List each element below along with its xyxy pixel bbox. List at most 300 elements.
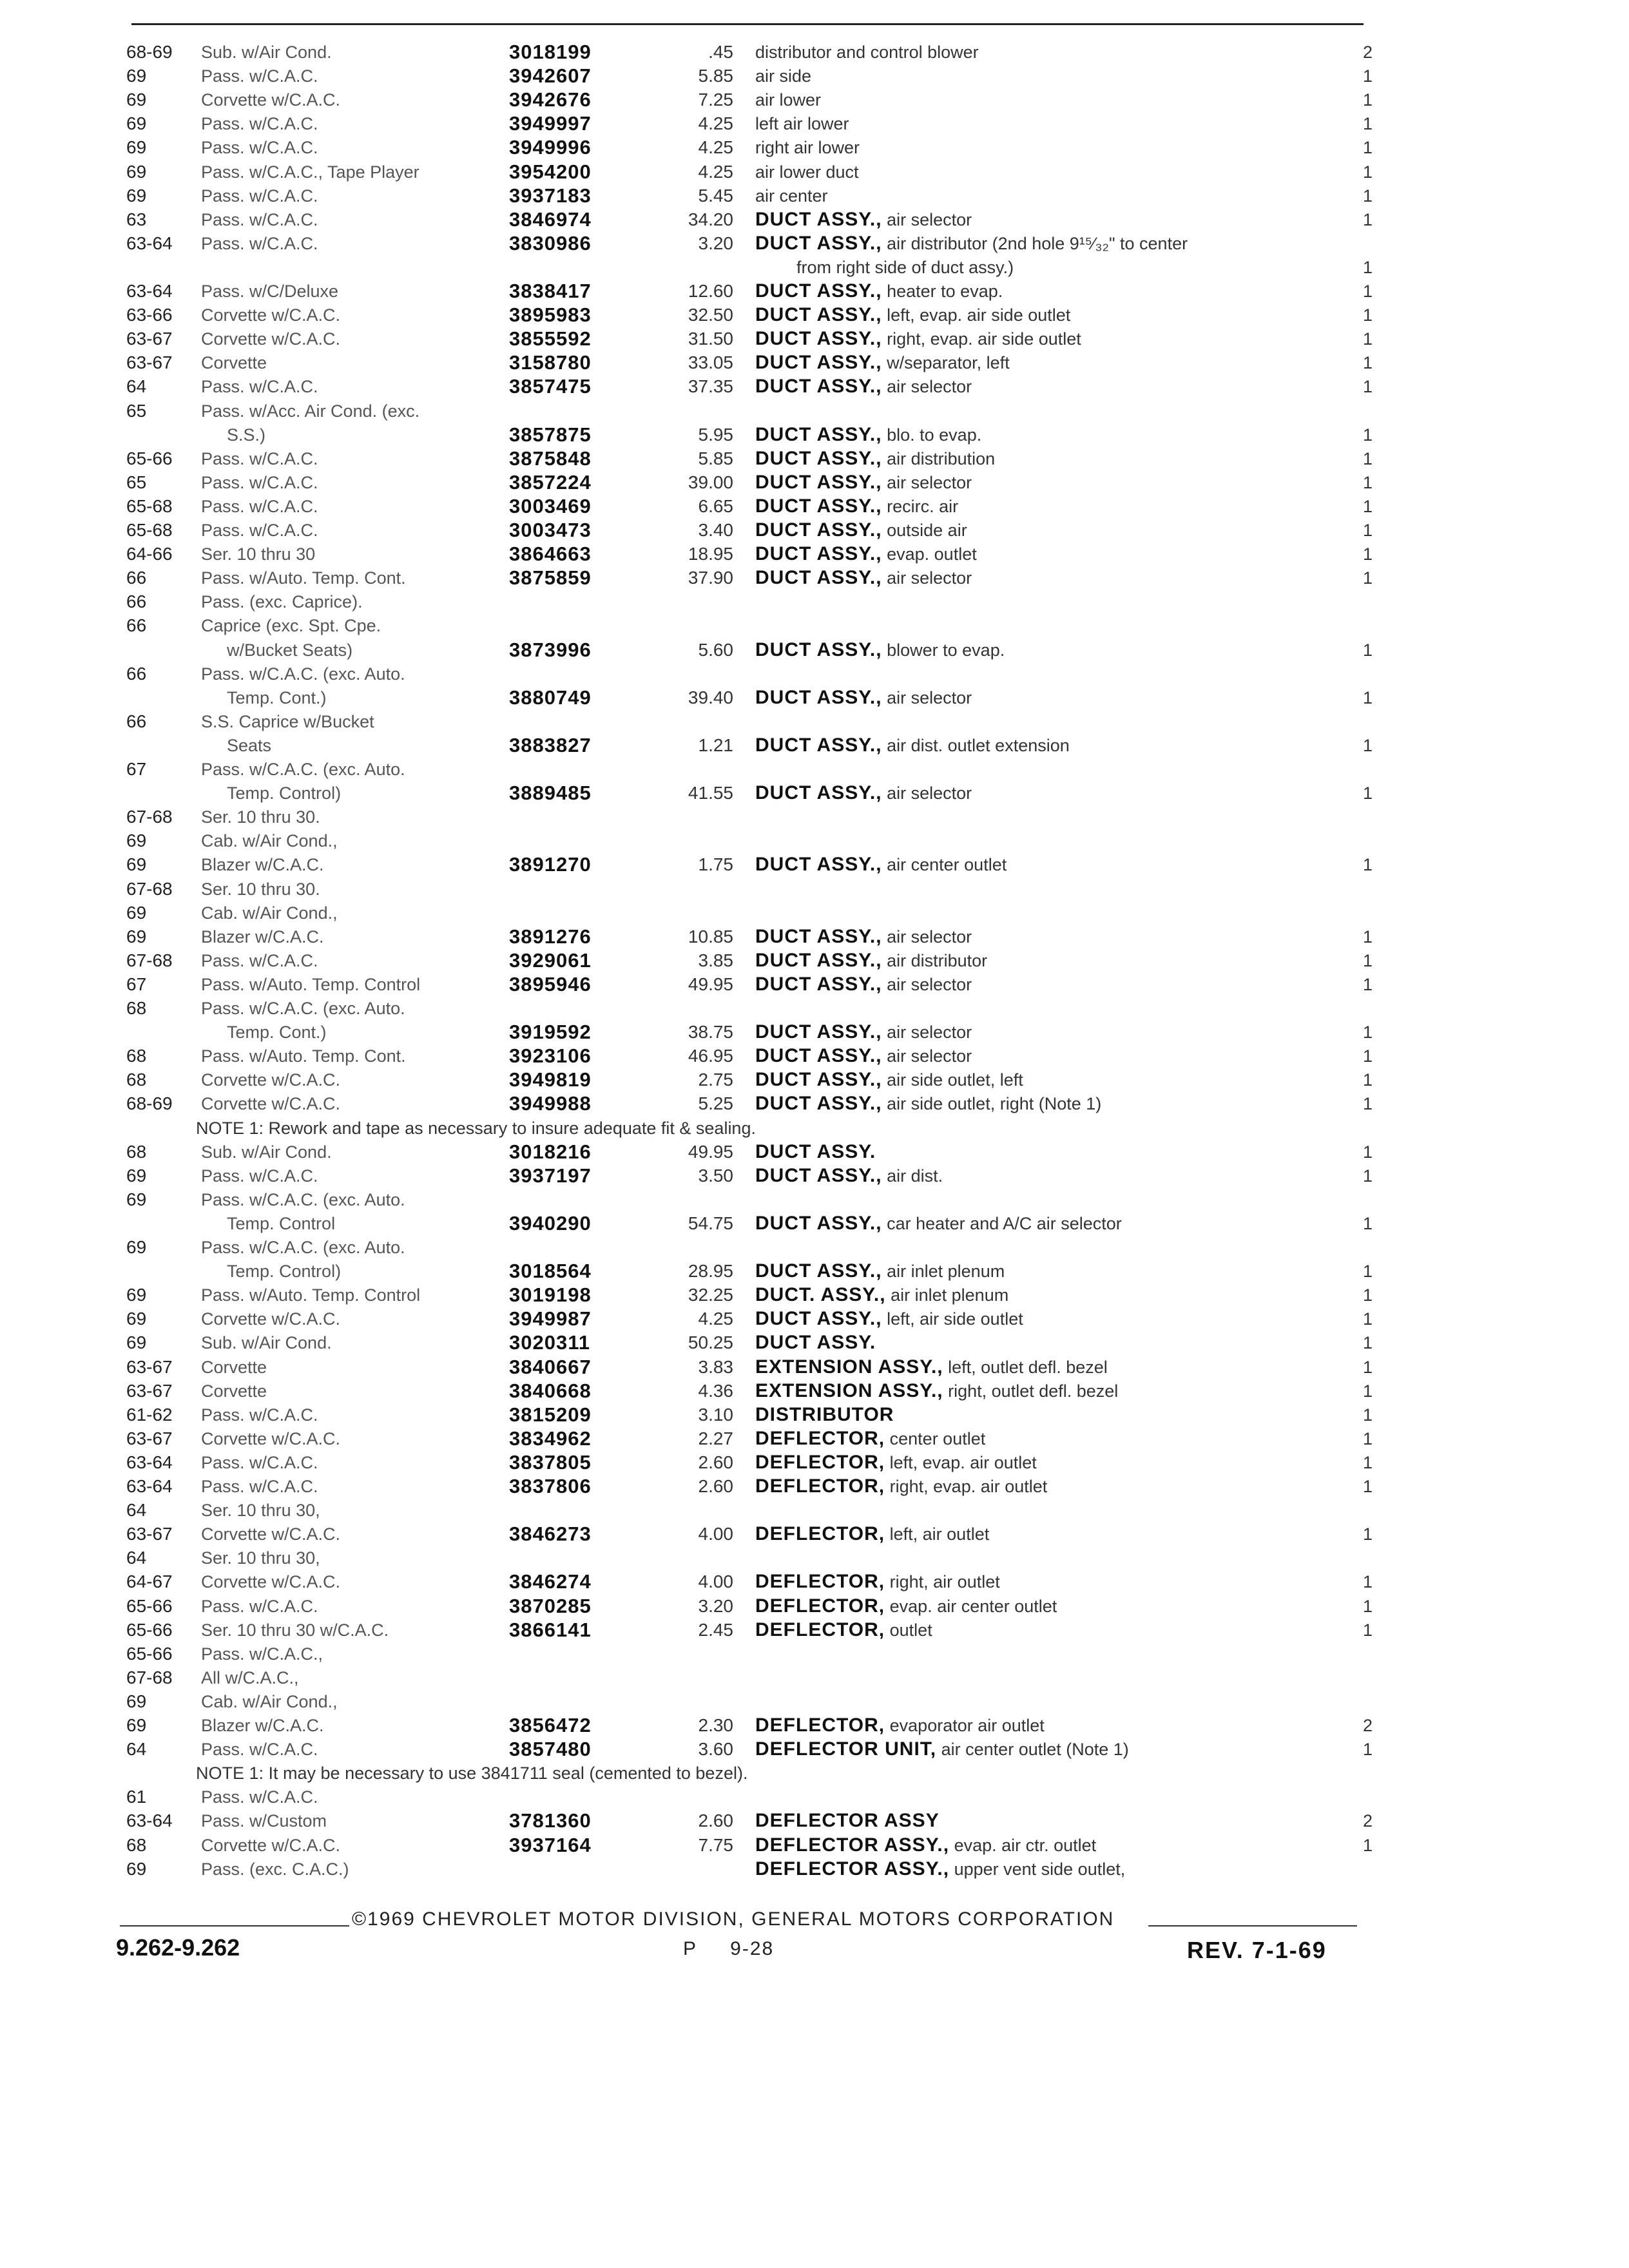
model-application: Pass. w/C.A.C. [201, 1166, 318, 1186]
footer-copyright: ©1969 CHEVROLET MOTOR DIVISION, GENERAL MOTORS CORPORATION [352, 1908, 1115, 1930]
parts-row [0, 470, 1629, 495]
part-description [755, 518, 967, 543]
model-application: Blazer w/C.A.C. [201, 855, 324, 875]
parts-row [0, 566, 1629, 590]
part-description [755, 1259, 1005, 1283]
part-detail: right, evap. air side outlet [887, 329, 1081, 349]
parts-row [0, 613, 1629, 638]
parts-row [0, 1498, 1629, 1523]
model-application: Ser. 10 thru 30. [201, 807, 320, 827]
quantity: 1 [1362, 496, 1373, 516]
quantity: 1 [1362, 1046, 1373, 1066]
part-name: DUCT ASSY., [755, 639, 882, 660]
note-row [0, 1116, 1629, 1140]
quantity: 2 [1362, 1811, 1373, 1831]
part-detail: air selector [887, 783, 972, 803]
part-number: 3940290 [509, 1211, 592, 1235]
model-year: 65-68 [126, 495, 173, 516]
part-detail: air inlet plenum [891, 1285, 1009, 1305]
part-name: DUCT ASSY., [755, 304, 882, 326]
part-detail: air selector [887, 927, 972, 947]
part-number: 3834962 [509, 1427, 592, 1450]
quantity: 1 [1362, 90, 1373, 110]
parts-row [0, 40, 1629, 64]
list-price: .45 [708, 42, 733, 62]
list-price: 54.75 [688, 1213, 733, 1233]
part-number: 3889485 [509, 782, 592, 805]
parts-row [0, 207, 1629, 232]
model-application: Temp. Control [227, 1213, 336, 1233]
quantity: 1 [1362, 138, 1373, 158]
parts-row [0, 948, 1629, 973]
model-year: 67-68 [126, 878, 173, 899]
part-description [755, 1522, 989, 1546]
part-name: DUCT ASSY., [755, 519, 882, 541]
parts-row [0, 709, 1629, 734]
part-detail: air selector [887, 974, 972, 994]
quantity: 1 [1362, 950, 1373, 970]
parts-row [0, 1355, 1629, 1379]
quantity: 2 [1362, 43, 1373, 62]
parts-row [0, 1666, 1629, 1690]
part-name: DUCT. ASSY., [755, 1284, 886, 1306]
model-application: Ser. 10 thru 30, [201, 1501, 320, 1521]
model-year: 69 [126, 831, 147, 851]
model-year: 63-64 [126, 1476, 173, 1496]
part-number: 3937197 [509, 1164, 592, 1187]
model-year: 65-68 [126, 520, 173, 540]
parts-row [0, 1427, 1629, 1451]
part-number: 3003469 [509, 494, 592, 517]
parts-row [0, 1307, 1629, 1331]
part-number: 3018564 [509, 1260, 592, 1283]
part-name: EXTENSION ASSY., [755, 1379, 943, 1401]
footer-section: P 9-28 [683, 1938, 775, 1959]
part-description [755, 1474, 1047, 1499]
part-description [755, 852, 1007, 877]
part-name: DUCT ASSY., [755, 1164, 882, 1186]
list-price: 1.21 [698, 735, 733, 755]
part-description [755, 948, 987, 973]
part-detail: left, air outlet [889, 1524, 990, 1544]
list-price: 4.25 [698, 113, 733, 134]
model-application: Pass. w/C.A.C. (exc. Auto. [201, 664, 405, 684]
list-price: 6.65 [698, 495, 733, 516]
part-name: DUCT ASSY., [755, 1021, 882, 1043]
part-number: 3020311 [509, 1331, 590, 1354]
model-application: Cab. w/Air Cond., [201, 831, 338, 851]
model-year: 66 [126, 591, 147, 612]
model-application: w/Bucket Seats) [227, 640, 353, 660]
part-detail: distributor and control blower [755, 43, 979, 62]
note-text: NOTE 1: It may be necessary to use 3841711 seal (cemented to bezel). [196, 1763, 748, 1783]
model-year: 68 [126, 1834, 147, 1855]
parts-row [0, 1403, 1629, 1427]
part-number: 3866141 [509, 1618, 592, 1641]
parts-row [0, 996, 1629, 1021]
part-name: DUCT ASSY., [755, 973, 882, 995]
part-name: DUCT ASSY., [755, 686, 882, 708]
quantity: 1 [1362, 1740, 1373, 1760]
note-text: NOTE 1: Rework and tape as necessary to insure adequate fit & sealing. [196, 1118, 756, 1138]
model-application: Pass. w/Acc. Air Cond. (exc. [201, 401, 420, 421]
part-name: DUCT ASSY., [755, 328, 882, 350]
parts-row [0, 1331, 1629, 1355]
part-detail: from right side of duct assy.) [796, 257, 1014, 277]
part-detail: blower to evap. [887, 640, 1005, 660]
model-application: Temp. Control) [227, 1262, 342, 1282]
list-price: 3.50 [698, 1165, 733, 1186]
part-number: 3003473 [509, 519, 592, 541]
parts-row [0, 447, 1629, 471]
list-price: 3.60 [698, 1739, 733, 1760]
model-year: 69 [126, 137, 147, 158]
list-price: 2.30 [698, 1715, 733, 1735]
model-year: 66 [126, 568, 147, 588]
part-name: DUCT ASSY., [755, 280, 882, 302]
parts-row [0, 1379, 1629, 1403]
parts-row [0, 64, 1629, 88]
model-application: Pass. w/C/Deluxe [201, 282, 339, 301]
list-price: 5.45 [698, 185, 733, 206]
part-number: 3864663 [509, 543, 592, 566]
part-detail: air dist. outlet extension [887, 735, 1070, 755]
parts-row [0, 1570, 1629, 1594]
model-year: 69 [126, 1858, 147, 1879]
part-detail: right, outlet defl. bezel [948, 1381, 1119, 1401]
part-number: 3949988 [509, 1092, 592, 1115]
list-price: 2.75 [698, 1070, 733, 1090]
quantity: 1 [1362, 735, 1373, 755]
model-year: 67 [126, 759, 147, 779]
parts-row [0, 1809, 1629, 1833]
parts-row [0, 231, 1629, 256]
part-name: DUCT ASSY., [755, 471, 882, 493]
model-application: Pass. w/C.A.C. [201, 66, 318, 86]
model-year: 65-66 [126, 1643, 173, 1664]
part-detail: blo. to evap. [887, 425, 982, 445]
list-price: 39.00 [688, 472, 733, 492]
list-price: 5.25 [698, 1093, 733, 1114]
quantity: 1 [1362, 1309, 1373, 1329]
part-name: DUCT ASSY., [755, 854, 882, 876]
model-year: 66 [126, 615, 147, 636]
parts-row [0, 1044, 1629, 1068]
quantity: 1 [1362, 1381, 1373, 1401]
quantity: 1 [1362, 1166, 1373, 1186]
part-description [755, 40, 979, 64]
part-number: 3919592 [509, 1021, 592, 1044]
model-application: Sub. w/Air Cond. [201, 43, 332, 62]
part-description [755, 351, 1010, 375]
model-year: 69 [126, 1691, 147, 1711]
parts-row [0, 518, 1629, 543]
model-year: 69 [126, 902, 147, 923]
model-year: 63-67 [126, 1428, 173, 1448]
parts-row [0, 1642, 1629, 1666]
model-year: 63-64 [126, 281, 173, 301]
parts-row [0, 1857, 1629, 1881]
part-name: DUCT ASSY., [755, 925, 882, 947]
quantity: 1 [1362, 329, 1373, 349]
part-number: 3855592 [509, 327, 592, 351]
part-name: DUCT ASSY., [755, 1212, 882, 1234]
model-year: 61 [126, 1787, 147, 1807]
part-number: 3815209 [509, 1403, 592, 1426]
parts-row [0, 1164, 1629, 1188]
model-application: Pass. w/C.A.C. [201, 1596, 318, 1616]
model-application: Pass. w/C.A.C. [201, 1477, 318, 1496]
part-name: DUCT ASSY., [755, 447, 882, 469]
parts-row [0, 1283, 1629, 1307]
parts-row [0, 1833, 1629, 1858]
list-price: 3.10 [698, 1404, 733, 1425]
quantity: 1 [1362, 1213, 1373, 1233]
model-year: 69 [126, 1237, 147, 1257]
model-application: Pass. w/Auto. Temp. Control [201, 974, 421, 994]
part-detail: air selector [887, 1046, 972, 1066]
part-description [755, 1068, 1023, 1092]
part-description [755, 781, 972, 805]
quantity: 1 [1362, 1452, 1373, 1472]
quantity: 1 [1362, 1620, 1373, 1640]
model-year: 69 [126, 161, 147, 182]
part-name: DUCT ASSY., [755, 782, 882, 804]
quantity: 1 [1362, 1285, 1373, 1305]
parts-row [0, 374, 1629, 399]
part-name: DEFLECTOR, [755, 1619, 885, 1640]
part-description [755, 1857, 1125, 1881]
model-application: Pass. w/C.A.C. [201, 448, 318, 468]
part-description [755, 423, 981, 447]
part-detail: air selector [887, 687, 972, 707]
model-application: Temp. Control) [227, 783, 342, 803]
list-price: 3.20 [698, 1595, 733, 1616]
part-detail: air selector [887, 209, 972, 229]
part-name: DEFLECTOR, [755, 1595, 885, 1617]
parts-row [0, 160, 1629, 184]
part-detail: air selector [887, 377, 972, 397]
quantity: 1 [1362, 855, 1373, 875]
quantity: 1 [1362, 1428, 1373, 1448]
part-description [755, 1570, 1000, 1594]
model-application: Corvette w/C.A.C. [201, 1070, 341, 1090]
model-application: Pass. w/C.A.C. [201, 1787, 318, 1807]
part-name: DUCT ASSY., [755, 1093, 882, 1115]
model-application: Sub. w/Air Cond. [201, 1333, 332, 1353]
model-year: 65 [126, 400, 147, 421]
model-application: Pass. w/C.A.C. [201, 950, 318, 970]
model-year: 63-67 [126, 329, 173, 349]
model-application: Caprice (exc. Spt. Cpe. [201, 616, 381, 636]
model-application: Pass. w/Auto. Temp. Cont. [201, 568, 406, 588]
quantity: 1 [1362, 1070, 1373, 1090]
list-price: 2.45 [698, 1619, 733, 1640]
parts-row [0, 1689, 1629, 1714]
quantity: 1 [1362, 783, 1373, 803]
part-name: DUCT ASSY., [755, 495, 882, 517]
parts-row [0, 733, 1629, 758]
model-year: 63-67 [126, 1380, 173, 1401]
part-detail: left, outlet defl. bezel [948, 1357, 1108, 1377]
list-price: 12.60 [688, 281, 733, 301]
parts-row [0, 135, 1629, 160]
part-detail: air distributor (2nd hole 9¹⁵⁄₃₂" to center [887, 233, 1188, 253]
part-number: 3873996 [509, 638, 592, 661]
model-year: 63-64 [126, 1811, 173, 1831]
part-description [755, 1833, 1096, 1858]
model-year: 68 [126, 1070, 147, 1090]
list-price: 2.60 [698, 1476, 733, 1496]
part-detail: air side [755, 66, 812, 86]
part-detail: evap. air center outlet [889, 1596, 1057, 1616]
model-application: Seats [227, 735, 272, 755]
part-description [755, 1091, 1101, 1116]
model-year: 64 [126, 1548, 147, 1568]
list-price: 38.75 [688, 1022, 733, 1043]
quantity: 1 [1362, 448, 1373, 468]
parts-row [0, 184, 1629, 208]
part-detail: right, evap. air outlet [889, 1477, 1048, 1496]
part-number: 3937183 [509, 184, 592, 207]
parts-row [0, 901, 1629, 925]
part-description [755, 566, 972, 590]
part-detail: evaporator air outlet [889, 1716, 1045, 1735]
quantity: 1 [1362, 1262, 1373, 1282]
model-application: Pass. w/C.A.C. [201, 186, 318, 206]
part-number: 3923106 [509, 1044, 592, 1068]
part-number: 3883827 [509, 733, 592, 756]
model-application: Pass. w/C.A.C. [201, 1452, 318, 1472]
part-name: DEFLECTOR, [755, 1451, 885, 1473]
parts-row [0, 1068, 1629, 1092]
model-application: Corvette [201, 1357, 267, 1377]
part-description [755, 733, 1070, 758]
part-detail: air center [755, 186, 828, 206]
quantity: 1 [1362, 1835, 1373, 1855]
part-number: 3891276 [509, 925, 592, 948]
list-price: 2.60 [698, 1811, 733, 1831]
part-name: DEFLECTOR, [755, 1475, 885, 1497]
part-detail: air side outlet, right (Note 1) [887, 1094, 1102, 1114]
list-price: 5.95 [698, 424, 733, 445]
list-price: 4.25 [698, 137, 733, 158]
parts-row [0, 1522, 1629, 1546]
model-year: 68 [126, 998, 147, 1018]
part-name: DEFLECTOR ASSY., [755, 1858, 950, 1879]
parts-row [0, 88, 1629, 112]
model-year: 64 [126, 376, 147, 397]
part-number: 3846974 [509, 207, 592, 231]
model-application: Pass. w/C.A.C. (exc. Auto. [201, 760, 405, 779]
part-number: 3870285 [509, 1594, 592, 1617]
quantity: 1 [1362, 521, 1373, 540]
part-description [755, 1737, 1129, 1762]
part-description [755, 1307, 1023, 1331]
parts-row [0, 829, 1629, 853]
model-application: Corvette w/C.A.C. [201, 1309, 341, 1329]
parts-row [0, 1020, 1629, 1044]
model-application: Sub. w/Air Cond. [201, 1142, 332, 1162]
part-name: DEFLECTOR, [755, 1427, 885, 1449]
parts-row [0, 542, 1629, 566]
quantity: 1 [1362, 1572, 1373, 1592]
model-year: 69 [126, 113, 147, 134]
list-price: 4.25 [698, 1309, 733, 1329]
quantity: 1 [1362, 1023, 1373, 1043]
parts-row [0, 494, 1629, 519]
model-application: Pass. w/C.A.C. [201, 1740, 318, 1760]
part-number: 3840668 [509, 1379, 592, 1402]
model-application: Corvette w/C.A.C. [201, 1428, 341, 1448]
list-price: 3.85 [698, 950, 733, 970]
part-detail: air selector [887, 1023, 972, 1043]
part-description [755, 542, 977, 566]
quantity: 1 [1362, 257, 1373, 277]
parts-row [0, 255, 1629, 280]
part-description [755, 1211, 1122, 1236]
part-number: 3158780 [509, 351, 592, 374]
part-number: 3942676 [509, 88, 592, 111]
list-price: 7.25 [698, 90, 733, 110]
model-application: All w/C.A.C., [201, 1667, 299, 1687]
part-detail: evap. air ctr. outlet [954, 1835, 1097, 1855]
model-year: 68-69 [126, 1093, 173, 1114]
quantity: 1 [1362, 425, 1373, 445]
model-application: Pass. w/C.A.C. [201, 521, 318, 540]
model-application: Ser. 10 thru 30 w/C.A.C. [201, 1620, 389, 1640]
model-year: 65-66 [126, 448, 173, 468]
parts-row [0, 1187, 1629, 1212]
quantity: 1 [1362, 1524, 1373, 1544]
part-name: DISTRIBUTOR [755, 1403, 894, 1425]
model-application: Pass. w/C.A.C. (exc. Auto. [201, 999, 405, 1018]
part-description [755, 88, 821, 112]
part-detail: right air lower [755, 138, 860, 158]
model-application: Corvette w/C.A.C. [201, 90, 341, 110]
part-name: DEFLECTOR, [755, 1523, 885, 1545]
parts-row [0, 1737, 1629, 1762]
part-description [755, 447, 995, 471]
part-detail: left air lower [755, 114, 849, 134]
part-description [755, 494, 958, 519]
model-year: 67-68 [126, 807, 173, 827]
model-year: 67 [126, 974, 147, 994]
list-price: 3.20 [698, 233, 733, 253]
list-price: 50.25 [688, 1332, 733, 1353]
parts-row [0, 1618, 1629, 1642]
part-name: DUCT ASSY., [755, 423, 882, 445]
model-year: 63-66 [126, 305, 173, 325]
part-name: DUCT ASSY., [755, 543, 882, 565]
quantity: 1 [1362, 687, 1373, 707]
parts-row [0, 1091, 1629, 1116]
model-year: 67-68 [126, 950, 173, 970]
part-number: 3942607 [509, 64, 592, 88]
parts-row [0, 757, 1629, 782]
list-price: 49.95 [688, 974, 733, 994]
list-price: 10.85 [688, 926, 733, 947]
part-number: 3838417 [509, 280, 592, 302]
parts-row [0, 877, 1629, 901]
model-year: 69 [126, 185, 147, 206]
part-number: 3929061 [509, 948, 592, 972]
part-number: 3837806 [509, 1475, 592, 1497]
model-year: 69 [126, 1332, 147, 1353]
part-detail: air center outlet [887, 855, 1007, 875]
part-detail: evap. outlet [887, 544, 977, 564]
part-name: DUCT ASSY., [755, 949, 882, 971]
